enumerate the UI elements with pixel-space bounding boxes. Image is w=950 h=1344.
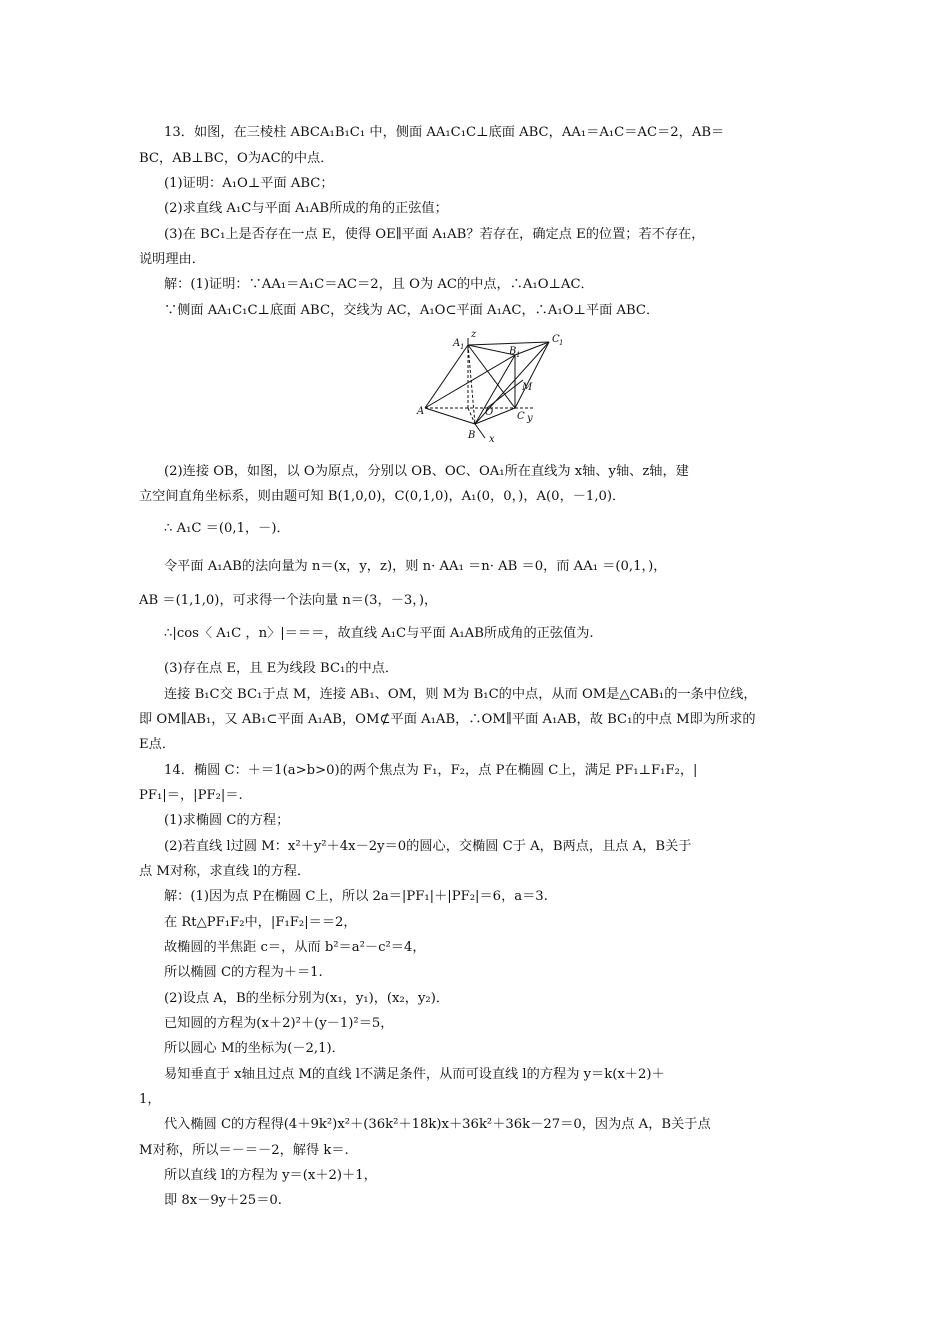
- p14-solution-line-9: 1，: [139, 1092, 161, 1107]
- p13-line-2: BC，AB⊥BC，O为AC的中点．: [139, 151, 334, 166]
- p14-solution-line-2: 在 Rt△PF₁F₂中，|F₁F₂|＝＝2，: [164, 915, 357, 930]
- label-a: A: [417, 406, 425, 417]
- edge-b-c: [475, 408, 515, 424]
- p13-solution-line-6: 令平面 A₁AB的法向量为 n＝(x，y，z)，则 n· AA₁ ＝n· AB ＝0，而 AA₁ ＝(0,1，)，: [164, 559, 667, 574]
- edge-b1-b: [475, 355, 515, 424]
- prism-figure: [405, 328, 565, 446]
- label-b: B: [468, 430, 476, 441]
- p13-solution-line-5: ∴ A₁C ＝(0,1，－)．: [164, 521, 290, 536]
- p14-solution-line-5: (2)设点 A，B的坐标分别为(x₁，y₁)，(x₂，y₂)．: [164, 991, 450, 1006]
- label-a1-sub: 1: [460, 343, 465, 351]
- p14-solution-line-6: 已知圆的方程为(x＋2)²＋(y－1)²＝5，: [164, 1016, 394, 1031]
- segment-a1-c: [468, 345, 515, 408]
- label-m: M: [522, 382, 533, 393]
- label-c1-sub: 1: [559, 339, 564, 347]
- p13-solution-line-10: 连接 B₁C交 BC₁于点 M，连接 AB₁、OM，则 M为 B₁C的中点，从而 OM是△CAB₁的一条中位线，: [164, 687, 757, 702]
- label-o: O: [485, 407, 494, 418]
- p14-line-1: 14．椭圆 C：＋＝1(a>b>0)的两个焦点为 F₁，F₂，点 P在椭圆 C上，满足 PF₁⊥F₁F₂，|: [164, 763, 698, 778]
- p14-solution-line-8: 易知垂直于 x轴且过点 M的直线 l不满足条件，从而可设直线 l的方程为 y＝k(x＋2)＋: [164, 1067, 665, 1082]
- p14-solution-line-10: 代入椭圆 C的方程得(4＋9k²)x²＋(36k²＋18k)x＋36k²＋36k－27＝0，因为点 A，B关于点: [164, 1117, 711, 1132]
- p13-line-4: (2)求直线 A₁C与平面 A₁AB所成的角的正弦值；: [164, 201, 448, 216]
- p13-solution-line-12: E点．: [139, 737, 176, 752]
- p13-solution-line-1: 解：(1)证明：∵AA₁＝A₁C＝AC＝2，且 O为 AC的中点，∴A₁O⊥AC．: [164, 277, 594, 292]
- p14-line-2: PF₁|＝，|PF₂|＝.: [139, 788, 243, 803]
- p13-line-1: 13．如图，在三棱柱 ABCA₁B₁C₁ 中，侧面 AA₁C₁C⊥底面 ABC，AA₁＝A₁C＝AC＝2，AB＝: [164, 125, 725, 140]
- p13-solution-line-11: 即 OM∥AB₁，又 AB₁⊂平面 A₁AB，OM⊄平面 A₁AB，∴OM∥平面 A₁AB，故 BC₁的中点 M即为所求的: [139, 712, 756, 727]
- p14-solution-line-13: 即 8x－9y＋25＝0.: [164, 1193, 282, 1208]
- p13-solution-line-3: (2)连接 OB，如图，以 O为原点，分别以 OB、OC、OA₁所在直线为 x轴、y轴、z轴，建: [164, 464, 689, 479]
- p13-solution-line-9: (3)存在点 E，且 E为线段 BC₁的中点．: [164, 661, 399, 676]
- edge-a-b: [425, 408, 475, 424]
- p13-solution-line-2: ∵侧面 AA₁C₁C⊥底面 ABC，交线为 AC，A₁O⊂平面 A₁AC，∴A₁O⊥平面 ABC．: [164, 303, 660, 318]
- edge-a1-c1: [468, 342, 549, 345]
- p14-solution-line-4: 所以椭圆 C的方程为＋＝1.: [164, 965, 323, 980]
- p14-solution-line-1: 解：(1)因为点 P在椭圆 C上，所以 2a＝|PF₁|＋|PF₂|＝6，a＝3.: [164, 889, 548, 904]
- edge-a1-a: [425, 345, 468, 408]
- x-axis-line: [475, 424, 485, 438]
- label-y: y: [527, 413, 533, 424]
- label-z: z: [471, 329, 477, 340]
- label-b1-sub: 1: [516, 351, 521, 359]
- p13-line-5: (3)在 BC₁上是否存在一点 E，使得 OE∥平面 A₁AB？若存在，确定点 E的位置；若不存在，: [164, 227, 705, 242]
- p13-solution-line-8: ∴|cos〈 A₁C ，n〉|＝＝＝，故直线 A₁C与平面 A₁AB所成角的正弦值为.: [164, 626, 594, 641]
- p14-solution-line-7: 所以圆心 M的坐标为(－2,1)．: [164, 1041, 345, 1056]
- p14-line-4: (2)若直线 l过圆 M：x²＋y²＋4x－2y＝0的圆心，交椭圆 C于 A，B两点，且点 A，B关于: [164, 839, 692, 854]
- label-x: x: [489, 434, 495, 445]
- segment-a-b1: [425, 355, 515, 408]
- p13-line-6: 说明理由．: [139, 252, 205, 267]
- p14-solution-line-12: 所以直线 l的方程为 y＝(x＋2)＋1，: [164, 1168, 377, 1183]
- p13-solution-line-7: AB ＝(1,1,0)，可求得一个法向量 n＝(3，－3，)，: [139, 593, 438, 608]
- edge-a1-b1: [468, 345, 515, 355]
- p14-solution-line-11: M对称，所以＝－＝－2，解得 k＝.: [139, 1143, 349, 1158]
- label-c1: C: [552, 334, 560, 345]
- segment-a1-b-dashed: [468, 345, 475, 424]
- p14-line-3: (1)求椭圆 C的方程；: [164, 813, 290, 828]
- p14-line-5: 点 M对称，求直线 l的方程．: [139, 864, 311, 879]
- p13-solution-line-4: 立空间直角坐标系，则由题可知 B(1,0,0)，C(0,1,0)，A₁(0，0，)，A(0，－1,0)．: [139, 489, 626, 504]
- label-a1: A: [453, 338, 461, 349]
- label-b1: B: [509, 346, 517, 357]
- label-c: C: [517, 411, 525, 422]
- p14-solution-line-3: 故椭圆的半焦距 c＝，从而 b²＝a²－c²＝4，: [164, 940, 426, 955]
- p13-line-3: (1)证明：A₁O⊥平面 ABC；: [164, 176, 334, 191]
